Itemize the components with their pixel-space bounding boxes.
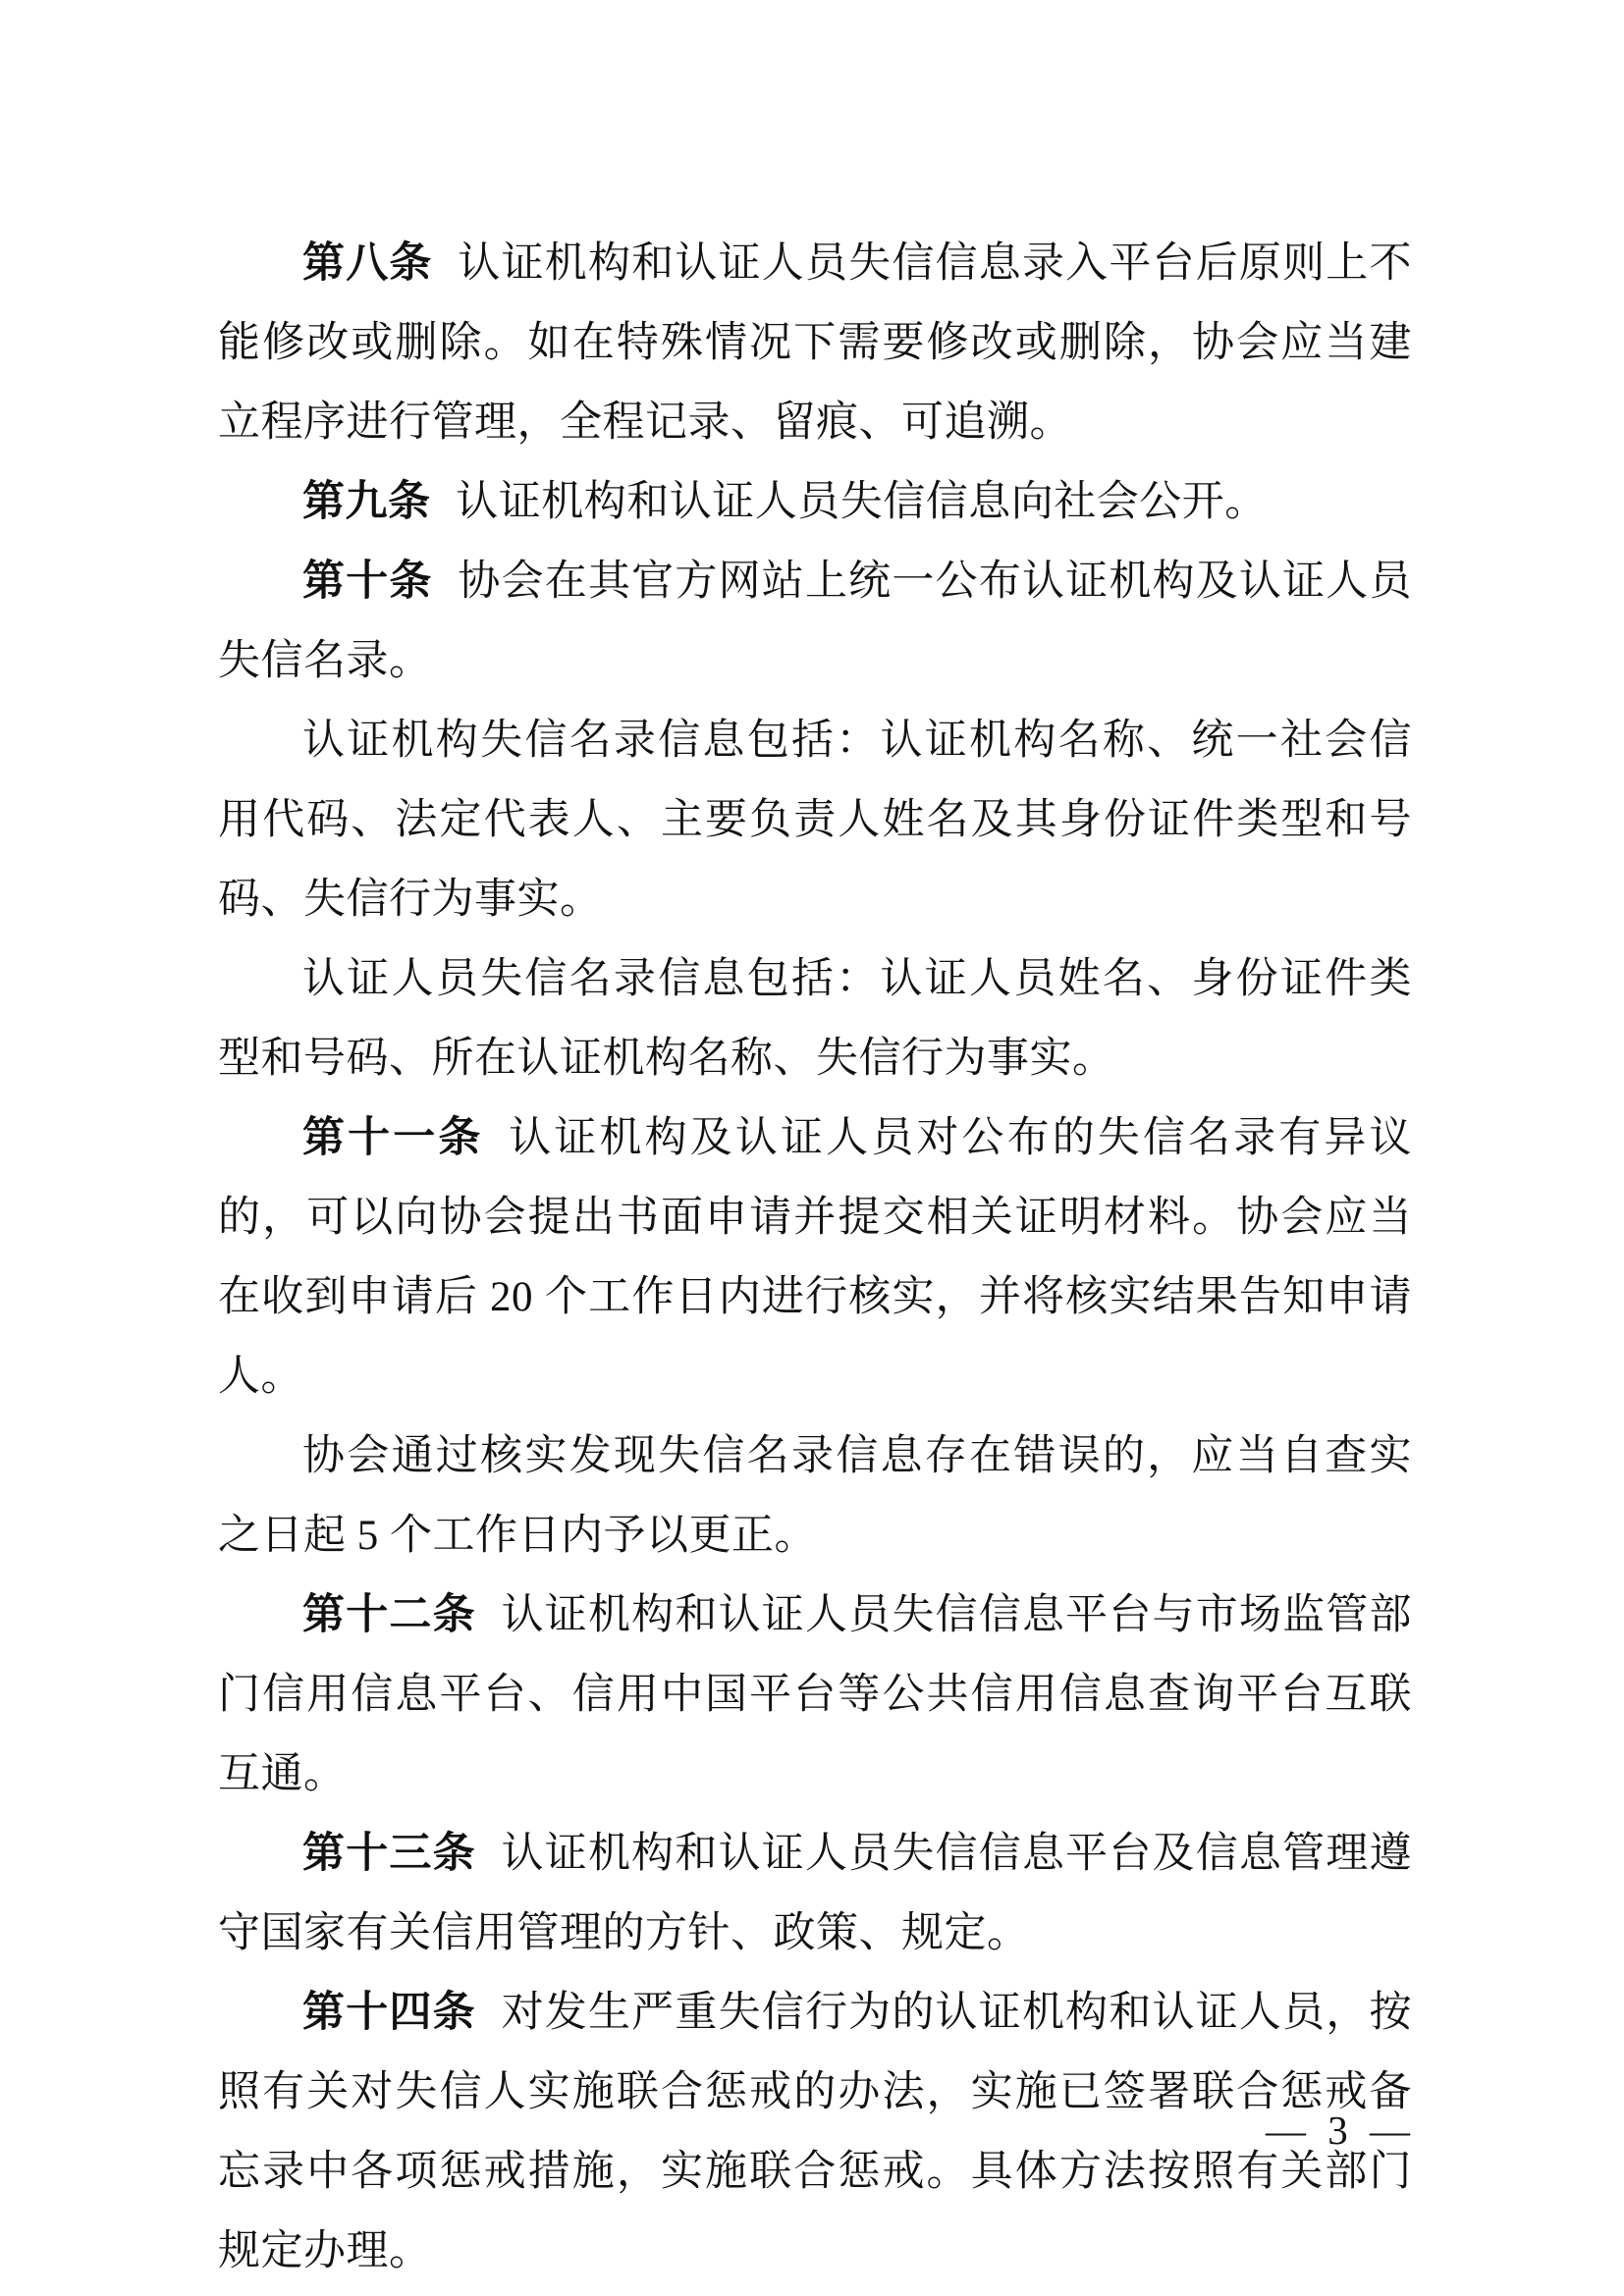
article-paragraph: [218, 939, 1412, 1098]
article-number: 第十二条: [302, 1591, 476, 1638]
article-number: 第八条: [302, 240, 433, 287]
article-paragraph: [218, 1575, 1412, 1814]
paragraph-text: 认证人员失信名录信息包括：认证人员姓名、身份证件类型和号码、所在认证机构名称、失信行为事实。: [218, 956, 1412, 1082]
article-paragraph: [218, 701, 1412, 939]
paragraph-text: 认证机构失信名录信息包括：认证机构名称、统一社会信用代码、法定代表人、主要负责人姓名及其身份证件类型和号码、失信行为事实。: [218, 718, 1412, 923]
article-paragraph: [218, 1814, 1412, 1973]
article-number: 第十条: [302, 558, 433, 605]
paragraph-text: 认证机构及认证人员对公布的失信名录有异议的，可以向协会提出书面申请并提交相关证明材料。协会应当在收到申请后 20 个工作日内进行核实，并将核实结果告知申请人。: [218, 1115, 1413, 1400]
article-paragraph: [218, 1416, 1412, 1575]
paragraph-text: 协会在其官方网站上统一公布认证机构及认证人员失信名录。: [218, 559, 1413, 684]
paragraph-text: 认证机构和认证人员失信信息向社会公开。: [456, 479, 1268, 525]
page-number: — 3 —: [1266, 2108, 1416, 2153]
article-paragraph: [218, 1098, 1412, 1416]
paragraph-text: 认证机构和认证人员失信信息平台及信息管理遵守国家有关信用管理的方针、政策、规定。: [218, 1831, 1413, 1956]
paragraph-text: 认证机构和认证人员失信信息平台与市场监管部门信用信息平台、信用中国平台等公共信用信息查询平台互联互通。: [218, 1592, 1413, 1797]
article-number: 第十四条: [302, 1989, 476, 2036]
document-body: [218, 224, 1412, 2291]
article-paragraph: [218, 542, 1412, 701]
article-paragraph: [218, 224, 1412, 462]
paragraph-text: 对发生严重失信行为的认证机构和认证人员，按照有关对失信人实施联合惩戒的办法，实施已签署联合惩戒备忘录中各项惩戒措施，实施联合惩戒。具体方法按照有关部门规定办理。: [218, 1990, 1413, 2274]
paragraph-text: 认证机构和认证人员失信信息录入平台后原则上不能修改或删除。如在特殊情况下需要修改或删除，协会应当建立程序进行管理，全程记录、留痕、可追溯。: [218, 240, 1413, 446]
article-number: 第十一条: [302, 1114, 484, 1161]
article-number: 第十三条: [302, 1830, 476, 1877]
article-paragraph: [218, 1973, 1412, 2291]
article-number: 第九条: [302, 478, 431, 525]
article-paragraph: [218, 462, 1412, 542]
paragraph-text: 协会通过核实发现失信名录信息存在错误的，应当自查实之日起 5 个工作日内予以更正。: [218, 1433, 1412, 1559]
